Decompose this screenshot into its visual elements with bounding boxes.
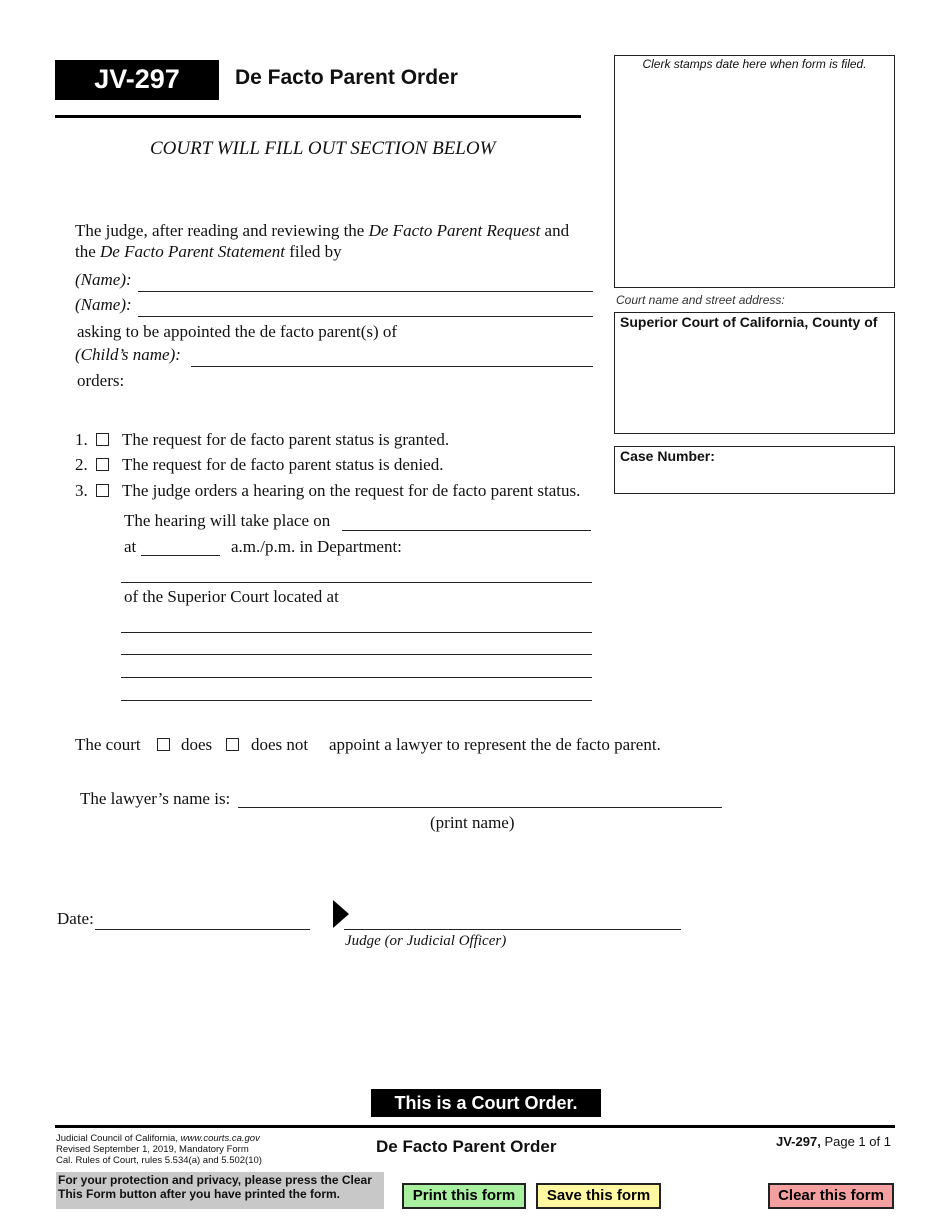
clerk-stamp-box: [614, 55, 895, 288]
clear-form-button[interactable]: Clear this form: [768, 1183, 894, 1209]
asking-text: asking to be appointed the de facto parent(s) of: [77, 322, 398, 341]
lawyer-name-label: The lawyer’s name is:: [80, 789, 231, 808]
footer-form-number: JV-297,: [776, 1134, 821, 1149]
hearing-date-label: The hearing will take place on: [124, 511, 331, 530]
hearing-address-line-3[interactable]: [121, 658, 592, 678]
privacy-line-1: For your protection and privacy, please press the Clear: [58, 1173, 372, 1187]
date-label: Date:: [57, 909, 94, 928]
item-1-checkbox[interactable]: [96, 433, 109, 446]
name-1-field[interactable]: [138, 272, 593, 292]
item-1-number: 1.: [75, 430, 88, 449]
footer-title: De Facto Parent Order: [376, 1137, 557, 1156]
item-3-checkbox[interactable]: [96, 484, 109, 497]
date-field[interactable]: [95, 910, 310, 930]
footer-council-line: [56, 1133, 262, 1144]
footer-revised: Revised September 1, 2019, Mandatory Form: [56, 1144, 249, 1155]
court-address-box[interactable]: [614, 312, 895, 434]
section-heading: COURT WILL FILL OUT SECTION BELOW: [150, 138, 496, 159]
name-2-field[interactable]: [138, 297, 593, 317]
court-address-value: Superior Court of California, County of: [620, 314, 878, 330]
intro-text: The judge, after reading and reviewing the: [75, 221, 369, 240]
does-label: does: [181, 735, 213, 754]
intro-line-1: [75, 221, 569, 241]
footer-rule: [55, 1125, 895, 1128]
name-label: (Name):: [75, 295, 132, 314]
judge-signature-line[interactable]: [344, 910, 681, 930]
intro-request-title: De Facto Parent Request: [368, 221, 541, 240]
case-number-label: Case Number:: [620, 448, 715, 464]
item-2-number: 2.: [75, 455, 88, 474]
does-not-label: does not: [251, 735, 309, 754]
item-1-text: The request for de facto parent status is granted.: [122, 430, 450, 449]
print-form-button[interactable]: Print this form: [402, 1183, 526, 1209]
form-title: De Facto Parent Order: [235, 66, 458, 89]
hearing-address-line-2[interactable]: [121, 635, 592, 655]
hearing-department-label: a.m./p.m. in Department:: [231, 537, 402, 556]
intro-line-2: [75, 242, 342, 262]
the-court-text: The court: [75, 735, 141, 754]
hearing-address-line-4[interactable]: [121, 681, 592, 701]
footer-council: [56, 1133, 262, 1166]
item-2-text: The request for de facto parent status is denied.: [122, 455, 444, 474]
child-name-label: (Child’s name):: [75, 345, 181, 364]
name-label: (Name):: [75, 270, 132, 289]
lawyer-name-field[interactable]: [238, 788, 722, 808]
intro-text: filed by: [284, 242, 342, 261]
does-not-checkbox[interactable]: [226, 738, 239, 751]
hearing-department-field[interactable]: [121, 563, 592, 583]
footer-page-info: [776, 1134, 891, 1149]
judge-signature-caption: Judge (or Judicial Officer): [345, 933, 507, 949]
item-3-text: The judge orders a hearing on the request for de facto parent status.: [122, 481, 581, 500]
hearing-at-label: at: [124, 537, 137, 556]
form-number-badge: JV-297: [55, 60, 219, 100]
intro-text: the: [75, 242, 101, 261]
hearing-time-field[interactable]: [141, 536, 220, 556]
footer-council-url: www.courts.ca.gov: [180, 1133, 260, 1144]
hearing-located-label: of the Superior Court located at: [124, 587, 339, 606]
hearing-date-field[interactable]: [342, 511, 591, 531]
item-3-number: 3.: [75, 481, 88, 500]
footer-council-name: Judicial Council of California,: [56, 1133, 181, 1144]
clerk-stamp-label: Clerk stamps date here when form is filed.: [642, 57, 867, 71]
intro-text: and: [540, 221, 570, 240]
footer-rules: Cal. Rules of Court, rules 5.534(a) and 5.502(10): [56, 1155, 262, 1166]
orders-text: orders:: [77, 371, 125, 390]
item-2-checkbox[interactable]: [96, 458, 109, 471]
header-rule: [55, 115, 581, 118]
hearing-address-line-1[interactable]: [121, 613, 592, 633]
does-checkbox[interactable]: [157, 738, 170, 751]
appoint-text: appoint a lawyer to represent the de facto parent.: [329, 735, 661, 754]
footer-page: Page 1 of 1: [820, 1134, 891, 1149]
court-address-caption: Court name and street address:: [616, 293, 785, 307]
privacy-notice: [56, 1172, 384, 1209]
case-number-box[interactable]: [614, 446, 895, 494]
privacy-line-2: This Form button after you have printed the form.: [58, 1187, 341, 1201]
court-order-banner: This is a Court Order.: [371, 1089, 601, 1117]
print-name-caption: (print name): [430, 813, 515, 832]
intro-statement-title: De Facto Parent Statement: [100, 242, 285, 261]
save-form-button[interactable]: Save this form: [536, 1183, 661, 1209]
child-name-field[interactable]: [191, 347, 593, 367]
